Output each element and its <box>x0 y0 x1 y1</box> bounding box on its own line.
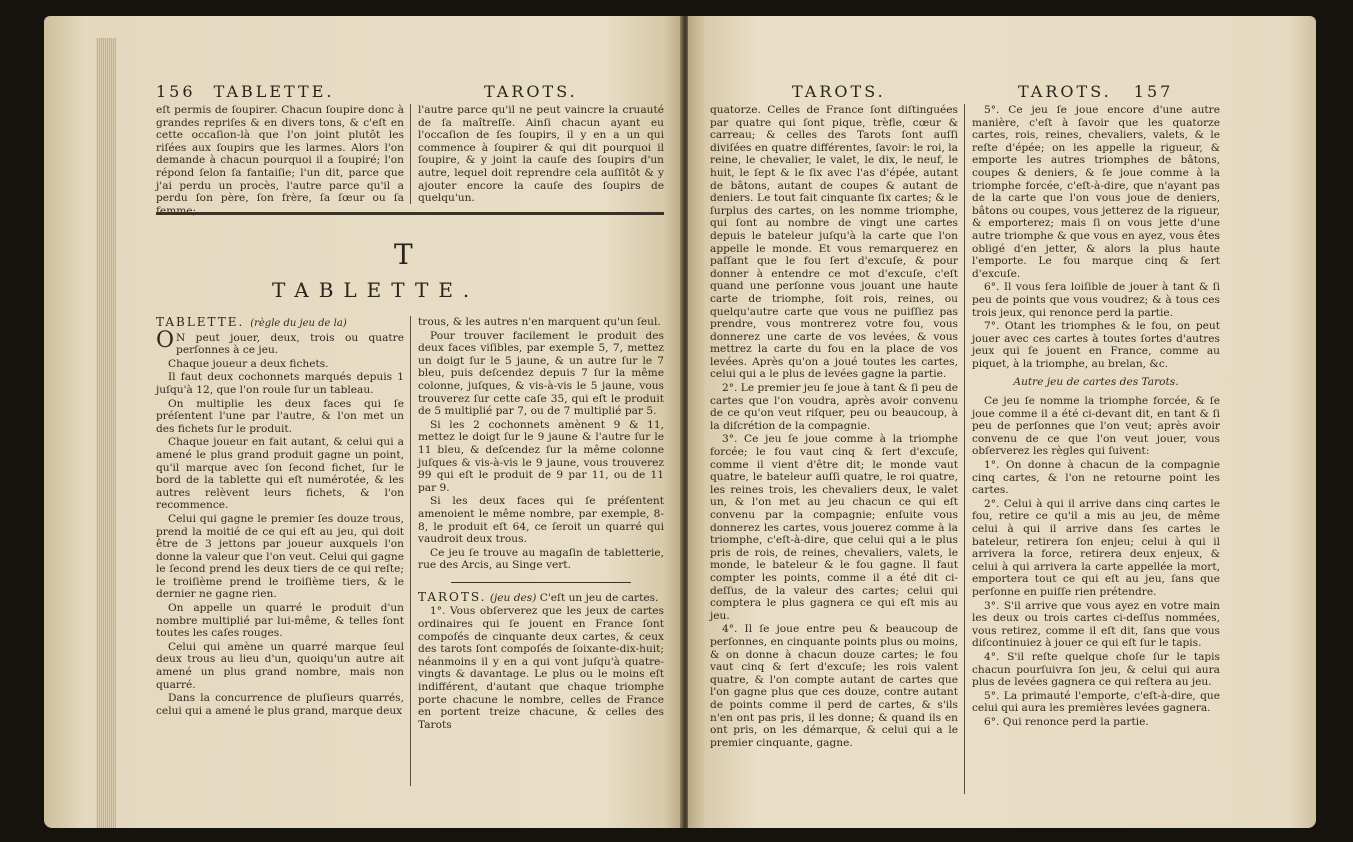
running-head: TAROTS. <box>792 82 886 101</box>
paragraph: Celui qui amène un quarré marque ſeul deux trous au lieu d'un, quoiqu'un autre ait amené un plus grand nombre, mais non quarré. <box>156 640 404 691</box>
page-number: 157 <box>1133 82 1174 101</box>
paragraph: On appelle un quarré le produit d'un nombre multiplié par lui-même, & telles ſont toutes les caſes rouges. <box>156 602 404 640</box>
running-head-secondary: TAROTS. <box>484 82 578 101</box>
paragraph: Il faut deux cochonnets marqués depuis 1 juſqu'à 12, que l'on roule ſur un tableau. <box>156 371 404 396</box>
paragraph: Chaque joueur en fait autant, & celui qui a amené le plus grand produit gagne un point, qu'il marque avec ſon ſecond fichet, ſur le bord de la tablette qui eſt numérotée, & les autres relèvent leurs fichets, & l'on recommence. <box>156 436 404 512</box>
section-rule <box>156 212 664 215</box>
column-divider <box>410 104 411 204</box>
paragraph: 1°. On donne à chacun de la compagnie cinq cartes, & l'on ne retourne point les cartes. <box>972 459 1220 497</box>
right-column-2 <box>972 104 1220 730</box>
right-page <box>688 16 1316 828</box>
paragraph: 4°. Il ſe joue entre peu & beaucoup de perſonnes, en cinquante points plus ou moins, & on donne à chacun douze cartes; le fou vaut cinq & ſert d'excuſe; les rois valent quatre, & l'on compte autant de cartes que l'on gagne plus que ces douze, contre autant de points comme il perd de cartes, & s'ils n'en ont pas pris, il les donne; & quand ils en ont pris, on les démarque, & celui qui a le premier cinquante, gagne. <box>710 623 958 749</box>
section-title: TABLETTE. <box>272 278 480 302</box>
paragraph: Si les 2 cochonnets amènent 9 & 11, mettez le doigt ſur le 9 jaune & l'autre ſur le 11 bleu, & deſcendez ſur la même colonne juſques & vis-à-vis le 9 jaune, vous trouverez 99 qui eſt le produit de 9 par 11, ou de 11 par 9. <box>418 418 664 494</box>
running-head: TABLETTE. <box>213 82 335 101</box>
paragraph: Si les deux faces qui ſe préſentent amenoient le même nombre, par exemple, 8-8, le produit eſt 64, ce ſeroit un quarré qui vaudroit deux trous. <box>418 495 664 546</box>
tarots-intro: C'eſt un jeu de cartes. <box>539 591 659 604</box>
tarots-heading: TAROTS. <box>418 589 487 604</box>
paragraph: Ce jeu ſe nomme la triomphe forcée, & ſe joue comme il a été ci-devant dit, en tant & ſi peu de perſonnes que l'on veut; après avoir convenu de ce que l'on veut jouer, vous obſerverez les règles qui ſuivent: <box>972 395 1220 458</box>
paragraph: 2°. Celui à qui il arrive dans cinq cartes le fou, retire ce qu'il a mis au jeu, de même celui à qui il arrive dans ſes cartes le bateleur, retirera ſon enjeu; celui à qui il arrivera la force, retirera deux enjeux, & celui à qui arrivera la carte appellée la mort, emportera tout ce qui eſt au jeu, ſans que perſonne en puiſſe rien prétendre. <box>972 497 1220 598</box>
paragraph: Pour trouver facilement le produit des deux faces viſibles, par exemple 5, 7, mettez un doigt ſur le 5 jaune, & un autre ſur le 7 bleu, puis deſcendez depuis 7 ſur la même colonne, juſques, & vis-à-vis le 5 jaune, vous trouverez ſur cette caſe 35, qui eſt le produit de 5 multiplié par 7, ou de 7 multiplié par 5. <box>418 329 664 418</box>
right-page-header <box>1018 82 1173 101</box>
running-head-secondary: TAROTS. <box>1018 82 1112 101</box>
page-number: 156 <box>156 82 196 101</box>
paragraph: 5°. Ce jeu ſe joue encore d'une autre manière, c'eſt à ſavoir que les quatorze cartes, rois, reines, chevaliers, valets, & le reſte d'épée; on les appelle la rigueur, & emporte les autres triomphes de bâtons, coupes & deniers, & ſe joue comme à la triomphe forcée, c'eſt-à-dire, que n'ayant pas de la carte que l'on vous joue de deniers, bâtons ou coupes, vous jetterez de la rigueur, & emporterez; mais ſi on vous jette d'une autre triomphe & que vous en ayez, vous êtes obligé d'en jetter, & alors la plus haute l'emporte. Le fou marque cinq & ſert d'excuſe. <box>972 104 1220 280</box>
paragraph: 2°. Le premier jeu ſe joue à tant & ſi peu de cartes que l'on voudra, après avoir convenu de ce qu'on veut riſquer, peu ou beaucoup, à la diſcrétion de la compagnie. <box>710 382 958 432</box>
left-column-2 <box>418 316 664 732</box>
paragraph: l'autre parce qu'il ne peut vaincre la cruauté de ſa maîtreſſe. Ainſi chacun ayant eu l'occaſion de ſes ſoupirs, il y en a un qui commence à ſoupirer & qui dit pourquoi il ſoupire, & y joint la cauſe des ſoupirs d'un autre, lequel doit reprendre cela auſſitôt & y ajouter encore la cauſe des ſoupirs de quelqu'un. <box>418 104 664 205</box>
paragraph: trous, & les autres n'en marquent qu'un ſeul. <box>418 316 661 328</box>
page-edge-stack <box>96 38 116 828</box>
paragraph: 7°. Otant les triomphes & le fou, on peut jouer avec ces cartes à toutes ſortes d'autres jeux qui ſe jouent en France, comme au piquet, à la triomphe, au brelan, &c. <box>972 320 1220 370</box>
top-column-1 <box>156 104 404 218</box>
drop-cap: O <box>156 327 175 353</box>
tarots-subheading: (jeu des) <box>489 591 537 604</box>
left-page-header <box>156 82 334 101</box>
entry-heading: TABLETTE. <box>156 315 245 329</box>
left-column-1 <box>156 316 404 718</box>
paragraph: Celui qui gagne le premier ſes douze trous, prend la moitié de ce qui eſt au jeu, qui doit être de 3 jettons par joueur auxquels l'on donne la valeur que l'on veut. Celui qui gagne le ſecond prend les deux tiers de ce qui reſte; le troiſième prend le troiſième tiers, & le dernier ne gagne rien. <box>156 512 404 601</box>
paragraph: 3°. Ce jeu ſe joue comme à la triomphe forcée; le fou vaut cinq & ſert d'excuſe, comme il vient d'être dit; le monde vaut quatre, le bateleur auſſi quatre, le roi quatre, les reines trois, les chevaliers deux, le valet un, & l'on met au jeu chacun ce qui eſt convenu par la compagnie; enſuite vous donnerez les cartes, vous jouerez comme à la triomphe, c'eſt-à-dire, que celui qui a le plus pris de rois, de reines, chevaliers, valets, le monde, le bateleur & le fou gagne. Il faut compter les points, comme il a été dit ci-deſſus, de la valeur des cartes; celui qui comptera le plus gagnera ce qui eſt mis au jeu. <box>710 433 958 622</box>
paragraph: quatorze. Celles de France ſont diſtinguées par quatre qui ſont pique, trèfle, cœur & carreau; & celles des Tarots ſont auſſi diviſées en quatre différentes, ſavoir: le roi, la reine, le chevalier, le valet, le dix, le neuf, le huit, le ſept & le ſix avec l'as d'épée, autant de bâtons, autant de coupes & autant de deniers. Le tout fait cinquante ſix cartes; & le ſurplus des cartes, on les nomme triomphe, qui ſont au nombre de vingt une cartes depuis le bateleur juſqu'à la carte que l'on appelle le monde. Et vous remarquerez en paſſant que le fou ſert d'excuſe, & pour donner à entendre ce mot d'excuſe, c'eſt quand une perſonne vous jouant une haute carte de triomphe, ſoit rois, reines, ou quelqu'autre carte que vous ne puiſſiez pas prendre, vous montrerez votre fou, vous donnerez une carte de vos levées, & vous mettrez la carte du fou en la place de vos levées. Après qu'on a joué toutes les cartes, celui qui a le plus de levées gagne la partie. <box>710 104 958 381</box>
paragraph: eſt permis de ſoupirer. Chacun ſoupire donc à grandes repriſes & en divers tons, & c'eſt en cette occaſion-là que l'on joint plutôt les riſées aux ſoupirs que les larmes. Alors l'on demande à chacun pourquoi il a ſoupiré; l'on répond ſelon ſa fantaiſie; l'un dit, parce que j'ai perdu un procès, l'autre parce qu'il a perdu ſon père, ſon frère, ſa ſœur ou ſa femme; <box>156 104 404 217</box>
paragraph: Chaque joueur a deux fichets. <box>168 357 329 370</box>
paragraph: 1°. Vous obſerverez que les jeux de cartes ordinaires qui ſe jouent en France ſont compoſés de cinquante deux cartes, & ceux des tarots ſont compoſés de ſoixante-dix-huit; néanmoins il y en a qui vont juſqu'à quatre-vingts & davantage. Le plus ou le moins eſt indifférent, d'autant que chaque triomphe porte chacune le nombre, celles de France en portent treize chacune, & celles des Tarots <box>418 605 664 731</box>
column-divider <box>410 316 411 786</box>
paragraph: 3°. S'il arrive que vous ayez en votre main les deux ou trois cartes ci-deſſus nommées, vous retirez, comme il eſt dit, ſans que vous diſcontinuiez à jouer ce qui eſt ſur le tapis. <box>972 599 1220 650</box>
paragraph: Ce jeu ſe trouve au magaſin de tabletterie, rue des Arcis, au Singe vert. <box>418 546 664 572</box>
entry-rule <box>451 582 631 583</box>
top-column-2 <box>418 104 664 206</box>
paragraph: Dans la concurrence de pluſieurs quarrés, celui qui a amené le plus grand, marque deux <box>156 692 404 717</box>
paragraph: 4°. S'il reſte quelque choſe ſur le tapis chacun pourſuivra ſon jeu, & celui qui aura plus de levées gagnera ce qui reſtera au jeu. <box>972 650 1220 689</box>
paragraph: N peut jouer, deux, trois ou quatre perſonnes à ce jeu. <box>176 331 404 357</box>
paragraph: On multiplie les deux faces qui ſe préſentent l'une par l'autre, & l'on met un des fichets ſur le produit. <box>156 397 404 435</box>
left-page <box>44 16 682 828</box>
column-divider <box>964 104 965 794</box>
entry-subheading: (règle du jeu de la) <box>250 318 347 329</box>
paragraph: 6°. Il vous ſera loiſible de jouer à tant & ſi peu de points que vous voudrez; & à tous ces trois jeux, qui renonce perd la partie. <box>972 281 1220 319</box>
subsection-heading: Autre jeu de cartes des Tarots. <box>1013 376 1179 389</box>
paragraph: 6°. Qui renonce perd la partie. <box>984 715 1149 728</box>
right-column-1 <box>710 104 958 750</box>
section-letter: T <box>394 238 413 271</box>
paragraph: 5°. La primauté l'emporte, c'eſt-à-dire, que celui qui aura les premières levées gagnera. <box>972 689 1220 715</box>
